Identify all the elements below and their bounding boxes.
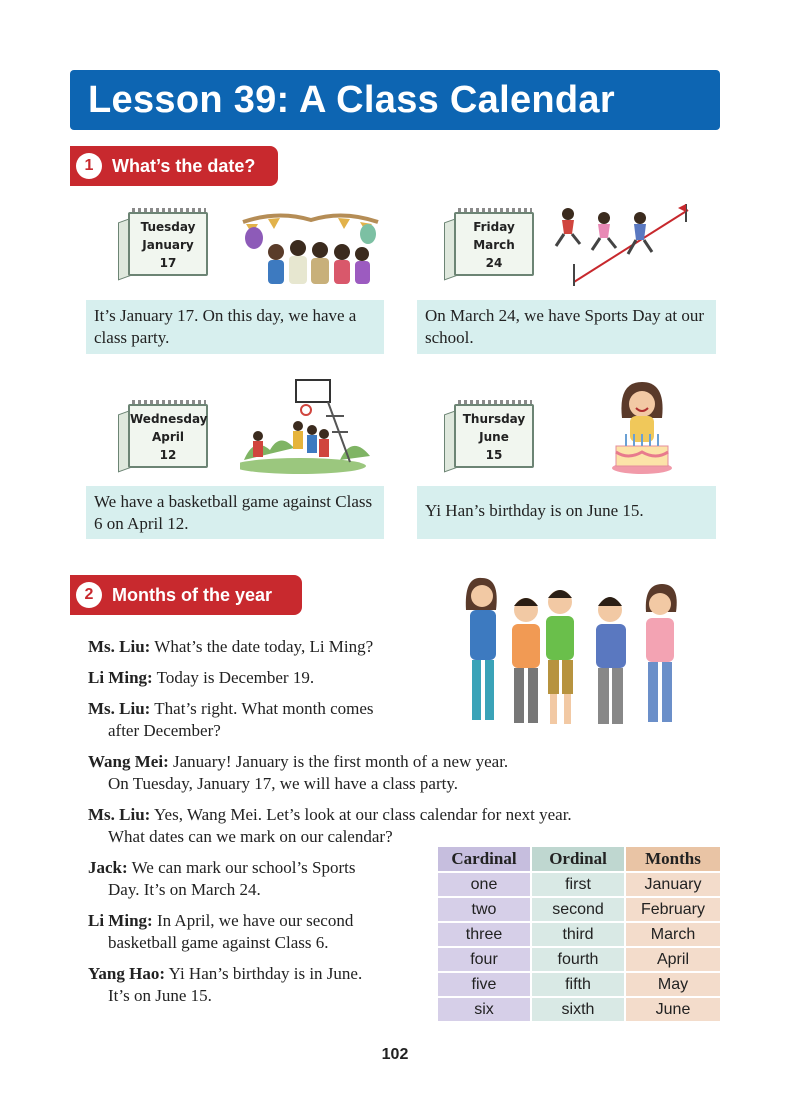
sports-day-illustration — [552, 200, 698, 290]
section-2-header — [70, 575, 302, 615]
speaker: Jack: — [88, 858, 128, 877]
lesson-title-bar — [70, 70, 720, 130]
dialog-line: Jack: We can mark our school’s Sports Day. It’s on March 24. — [88, 858, 356, 899]
class-party-illustration — [238, 204, 384, 290]
dialog-line: Li Ming: Today is December 19. — [88, 668, 315, 687]
calendar-date: 24 — [485, 256, 503, 270]
dialog-line: Ms. Liu: Yes, Wang Mei. Let’s look at our class calendar for next year. What dates can we mark on our calendar? — [88, 805, 572, 846]
calendar-month: April — [151, 430, 185, 444]
header-months: Months — [626, 847, 720, 871]
dialog-line: Ms. Liu: That’s right. What month comes after December? — [88, 699, 374, 740]
calendar-june-15 — [450, 398, 534, 468]
table-row: four fourth April — [438, 948, 720, 971]
calendar-month: March — [473, 238, 515, 252]
calendar-date: 17 — [159, 256, 177, 270]
caption-june-15: Yi Han’s birthday is on June 15. — [417, 486, 716, 539]
calendar-day: Tuesday — [140, 220, 196, 234]
table-row: two second February — [438, 898, 720, 921]
calendar-day: Thursday — [462, 412, 526, 426]
birthday-girl-illustration — [608, 378, 678, 478]
table-row: three third March — [438, 923, 720, 946]
section-1-header — [70, 146, 278, 186]
dialog-line: Wang Mei: January! January is the first month of a new year. On Tuesday, January 17, we will have a class party. — [88, 752, 509, 793]
speaker: Wang Mei: — [88, 752, 169, 771]
speaker: Ms. Liu: — [88, 805, 151, 824]
calendar-march-24 — [450, 206, 534, 276]
basketball-game-illustration — [240, 376, 374, 476]
section-2-title: Months of the year — [112, 584, 273, 605]
calendar-january-17 — [124, 206, 208, 276]
section-2-number: 2 — [76, 582, 102, 608]
section-1-number: 1 — [76, 153, 102, 179]
calendar-april-12 — [124, 398, 208, 468]
months-table — [436, 845, 722, 1023]
lesson-title: Lesson 39: A Class Calendar — [88, 79, 615, 121]
calendar-date: 15 — [485, 448, 503, 462]
calendar-month: January — [142, 238, 194, 252]
section-1-title: What’s the date? — [112, 155, 256, 176]
dialog-line: Ms. Liu: What’s the date today, Li Ming? — [88, 637, 374, 656]
caption-march-24: On March 24, we have Sports Day at our school. — [417, 300, 716, 354]
speaker: Yang Hao: — [88, 964, 165, 983]
speaker: Ms. Liu: — [88, 637, 151, 656]
speaker: Li Ming: — [88, 668, 153, 687]
caption-january-17: It’s January 17. On this day, we have a class party. — [86, 300, 384, 354]
calendar-day: Wednesday — [130, 412, 208, 426]
speaker: Ms. Liu: — [88, 699, 151, 718]
caption-april-12: We have a basketball game against Class 6 on April 12. — [86, 486, 384, 539]
header-ordinal: Ordinal — [532, 847, 624, 871]
calendar-day: Friday — [473, 220, 515, 234]
table-header-row — [438, 847, 720, 871]
dialog-line: Yang Hao: Yi Han’s birthday is in June. It’s on June 15. — [88, 964, 363, 1005]
calendar-month: June — [479, 430, 509, 444]
calendar-date: 12 — [159, 448, 177, 462]
table-row: one first January — [438, 873, 720, 896]
table-row: six sixth June — [438, 998, 720, 1021]
speaker: Li Ming: — [88, 911, 153, 930]
header-cardinal: Cardinal — [438, 847, 530, 871]
dialog-line: Li Ming: In April, we have our second basketball game against Class 6. — [88, 911, 354, 952]
table-row: five fifth May — [438, 973, 720, 996]
page-number: 102 — [381, 1046, 409, 1063]
